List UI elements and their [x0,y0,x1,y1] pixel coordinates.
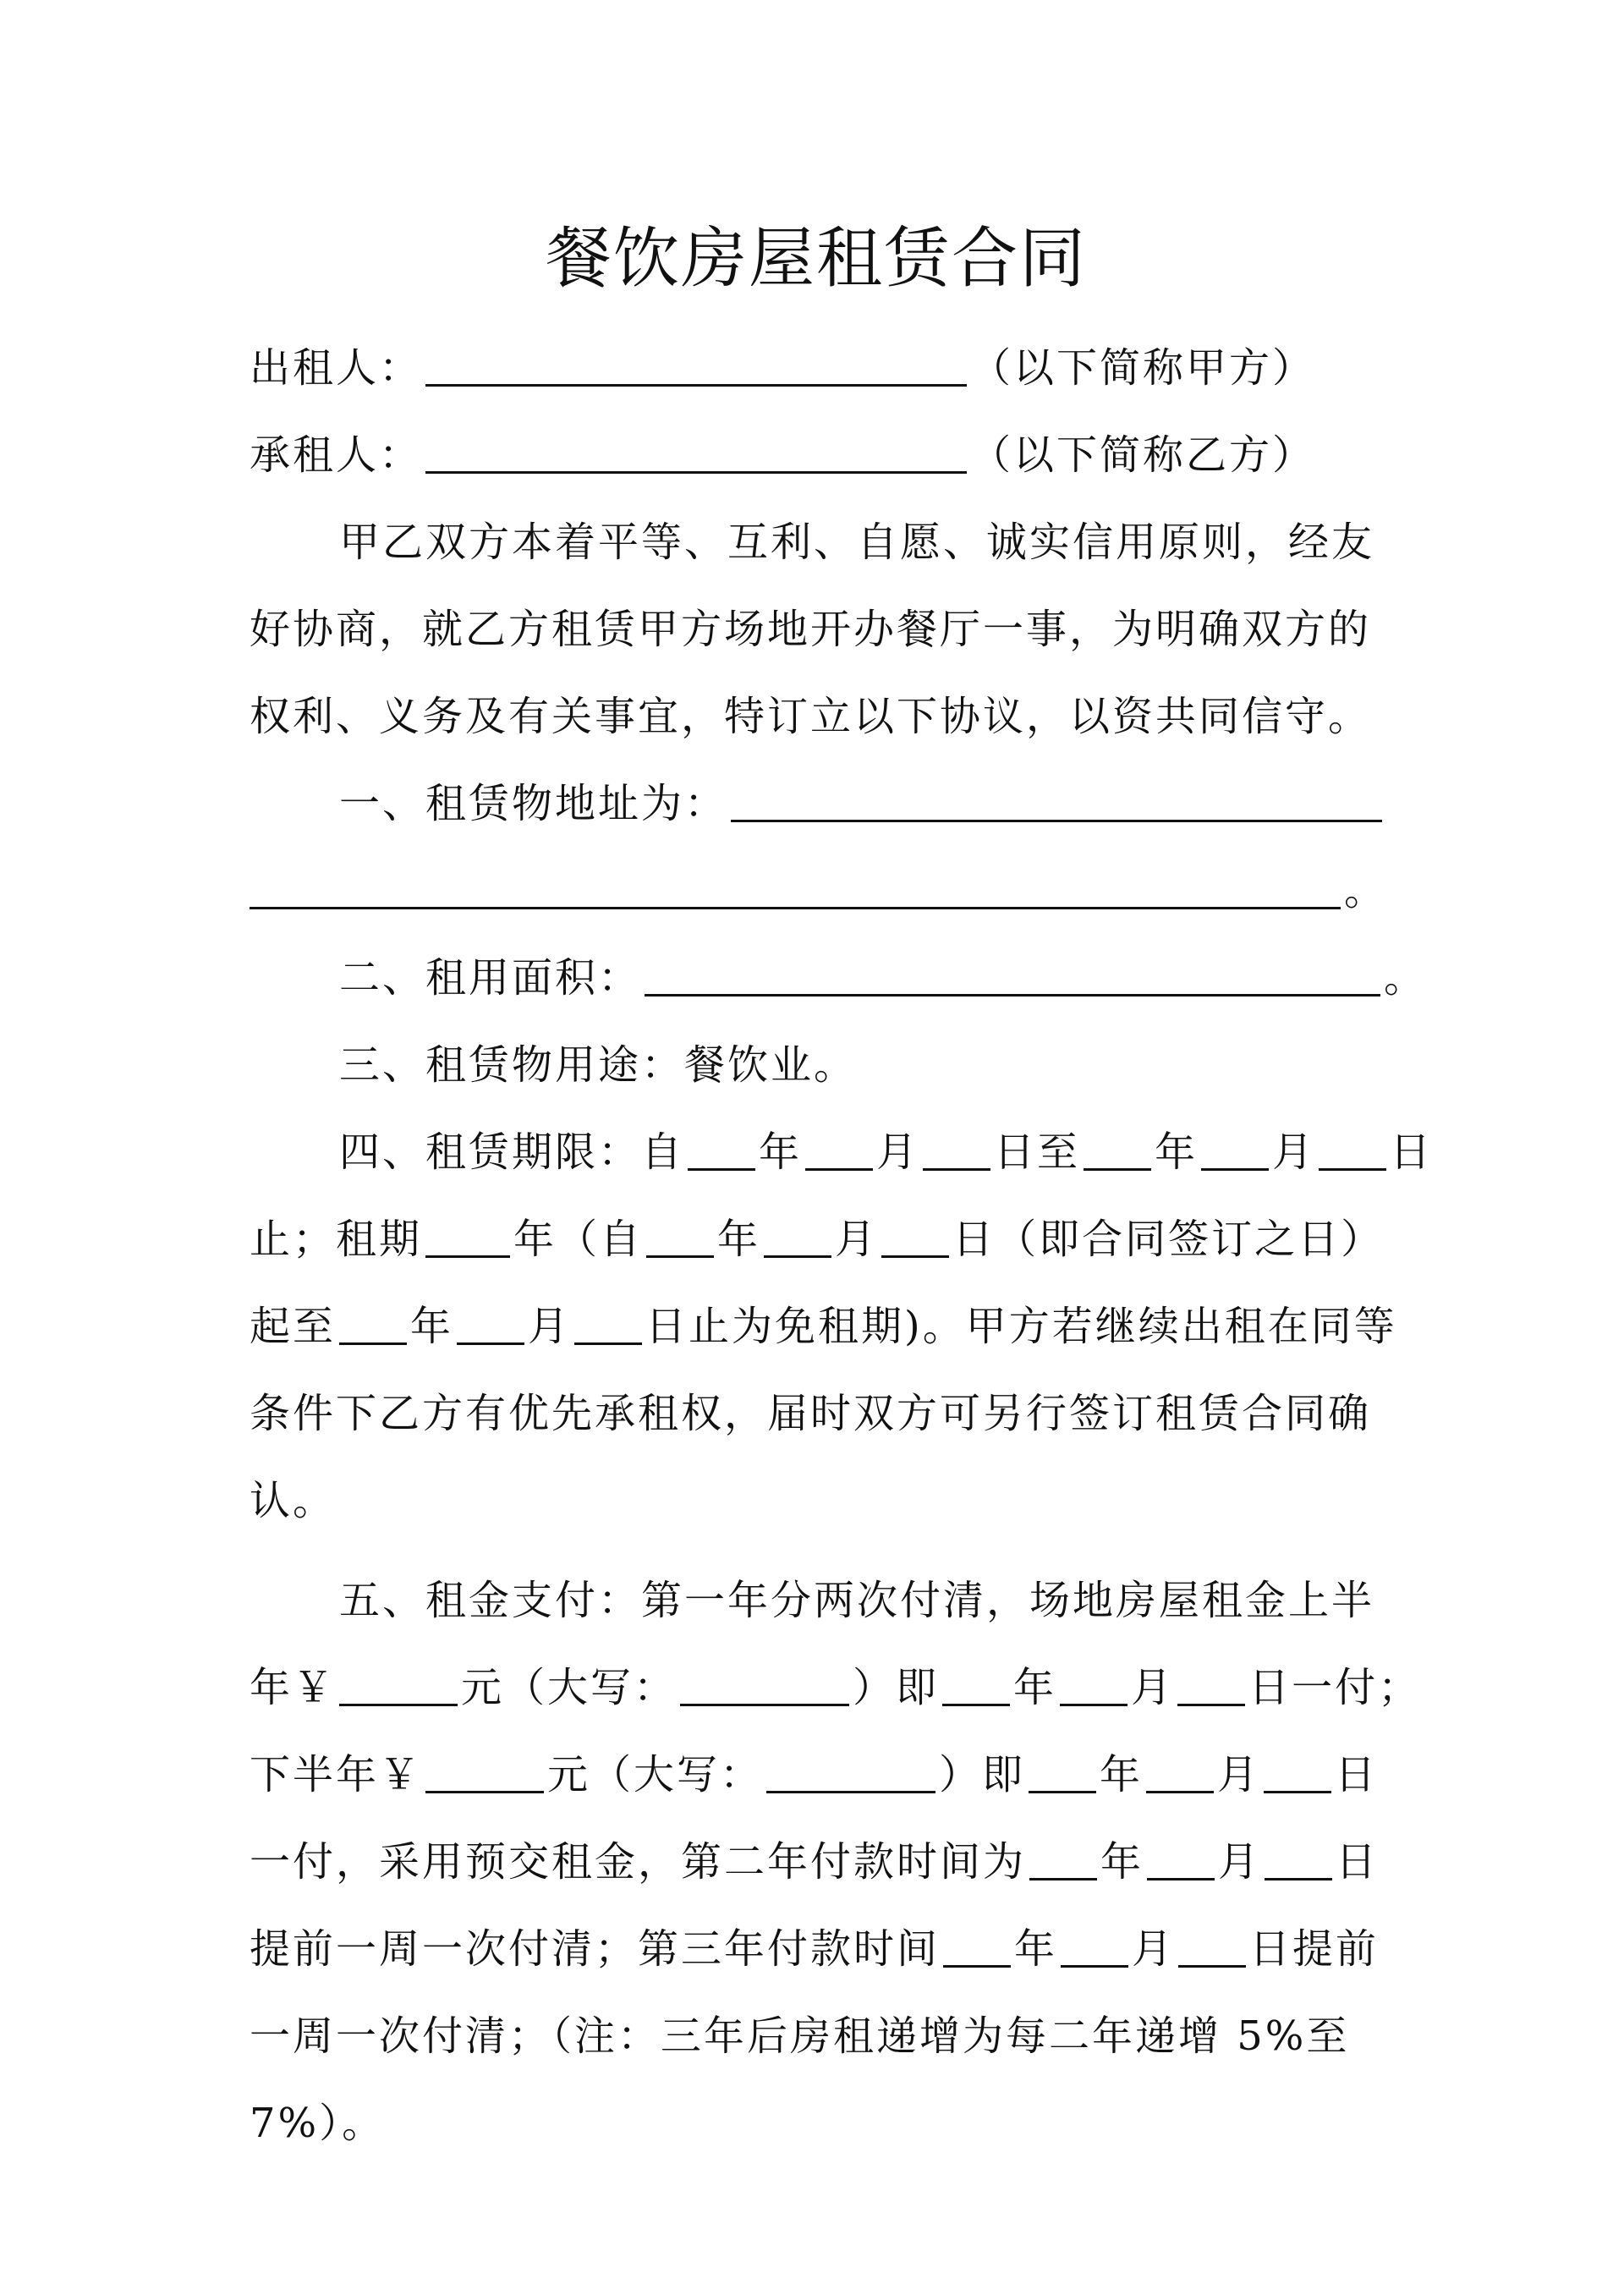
clause-5-line-7: 7%）。 [250,2100,386,2147]
blank [764,1211,831,1258]
lessor-suffix: （以下简称甲方） [970,344,1316,392]
clause-4-text: 月 [1272,1128,1316,1176]
blank [943,1921,1011,1968]
clause-5-line-4 [250,1820,1383,1904]
clause-5-text: 下半年￥ [250,1751,423,1798]
clause-5-text: 年 [1013,1664,1057,1711]
preamble-line-2: 好协商，就乙方租赁甲方场地开办餐厅一事，为明确双方的 [250,606,1372,653]
clause-4-text: 日（即合同签订之日） [952,1216,1385,1263]
clause-5-line-5 [250,1907,1383,1991]
clause-4-line-4: 条件下乙方有优先承租权，届时双方可另行签订租赁合同确 [250,1390,1372,1437]
clause-4-text: 日至 [994,1128,1081,1176]
blank [339,1298,407,1345]
blank [766,1747,935,1793]
blank [1146,1747,1214,1793]
clause-5-text: 日 [1335,1751,1379,1798]
address-blank-2 [250,863,1341,909]
clause-4-text: 月 [528,1303,572,1350]
lessee-blank [425,427,967,474]
clause-5-text: 月 [1131,1664,1175,1711]
blank [1060,1660,1127,1706]
blank [805,1124,873,1171]
clause-5-line-3 [250,1732,1383,1817]
document-title: 餐饮房屋租赁合同 [545,221,1087,297]
lessor-blank [425,340,967,387]
clause-5-line-6: 一周一次付清；（注：三年后房租递增为每二年递增 5%至 [250,2012,1350,2060]
blank [881,1211,949,1258]
blank [646,1211,714,1258]
clause-4-text: 日 [1390,1128,1434,1176]
clause-4-text: 年 [717,1216,761,1263]
clause-2-label: 二、租用面积： [339,954,642,1002]
clause-5-line-1: 五、租金支付：第一年分两次付清，场地房屋租金上半 [339,1577,1375,1624]
blank [1029,1834,1097,1880]
clause-4-text: 日止为免租期)。甲方若继续出租在同等 [645,1303,1397,1350]
clause-5-text: 年 [1100,1751,1144,1798]
blank [680,1660,849,1706]
clause-4-text: 四、租赁期限：自 [339,1128,685,1176]
clause-5-text: 月 [1132,1925,1176,1973]
clause-3-line: 三、租赁物用途：餐饮业。 [339,1041,858,1089]
clause-4-text: 年 [1155,1128,1199,1176]
clause-5-text: 日 [1336,1838,1380,1886]
clause-4-text: 月 [876,1128,920,1176]
clause-5-text: 一付，采用预交租金，第二年付款时间为 [250,1838,1027,1886]
blank [1147,1834,1215,1880]
clause-4-line-1 [250,1110,1434,1194]
clause-5-text: 元（大写： [547,1751,764,1798]
blank [1178,1921,1246,1968]
clause-1-end: 。 [1344,867,1388,914]
clause-2-end: 。 [1384,954,1428,1002]
lessee-suffix: （以下简称乙方） [970,431,1316,479]
clause-5-text: 提前一周一次付清；第三年付款时间 [250,1925,941,1973]
clause-4-text: 年（自 [513,1216,644,1263]
clause-1-line-2 [250,848,1388,933]
clause-5-text: 年 [1014,1925,1058,1973]
blank [425,1211,510,1258]
clause-5-text: 元（大写： [461,1664,678,1711]
preamble-line-3: 权利、义务及有关事宜，特订立以下协议，以资共同信守。 [250,693,1372,740]
blank [923,1124,990,1171]
lessor-label: 出租人： [250,344,423,392]
clause-5-text: 日一付； [1248,1664,1422,1711]
blank [1319,1124,1386,1171]
clause-5-text: 年 [1100,1838,1144,1886]
clause-5-text: ）即 [939,1751,1026,1798]
blank [574,1298,642,1345]
clause-5-text: 日提前 [1249,1925,1380,1973]
blank [425,1747,544,1793]
blank [339,1660,458,1706]
blank [1061,1921,1128,1968]
blank [1177,1660,1245,1706]
clause-4-text: 年 [759,1128,803,1176]
blank [1029,1747,1096,1793]
blank [942,1660,1010,1706]
blank [1265,1834,1332,1880]
clause-5-text: 月 [1217,1751,1261,1798]
lessor-line [250,326,1383,410]
clause-4-text: 起至 [250,1303,337,1350]
clause-5-text: ）即 [853,1664,940,1711]
clause-1-label: 一、租赁物地址为： [339,780,728,827]
lessee-label: 承租人： [250,431,423,479]
clause-4-line-2 [250,1197,1383,1282]
blank [1084,1124,1151,1171]
clause-5-text: 月 [1218,1838,1262,1886]
blank [457,1298,524,1345]
blank [688,1124,755,1171]
clause-5-text: 年￥ [250,1664,337,1711]
clause-2-line [250,936,1428,1020]
clause-4-text: 月 [835,1216,879,1263]
clause-5-line-2 [250,1645,1422,1730]
address-blank-1 [731,776,1382,822]
blank [1264,1747,1331,1793]
blank [1201,1124,1269,1171]
area-blank [645,950,1380,997]
clause-4-text: 年 [410,1303,454,1350]
clause-1-line-1 [250,761,1383,846]
clause-4-text: 止；租期 [250,1216,423,1263]
preamble-line-1: 甲乙双方本着平等、互利、自愿、诚实信用原则，经友 [339,519,1375,566]
clause-4-line-3 [250,1284,1397,1369]
clause-4-line-5: 认。 [250,1477,337,1524]
lessee-line [250,413,1383,497]
